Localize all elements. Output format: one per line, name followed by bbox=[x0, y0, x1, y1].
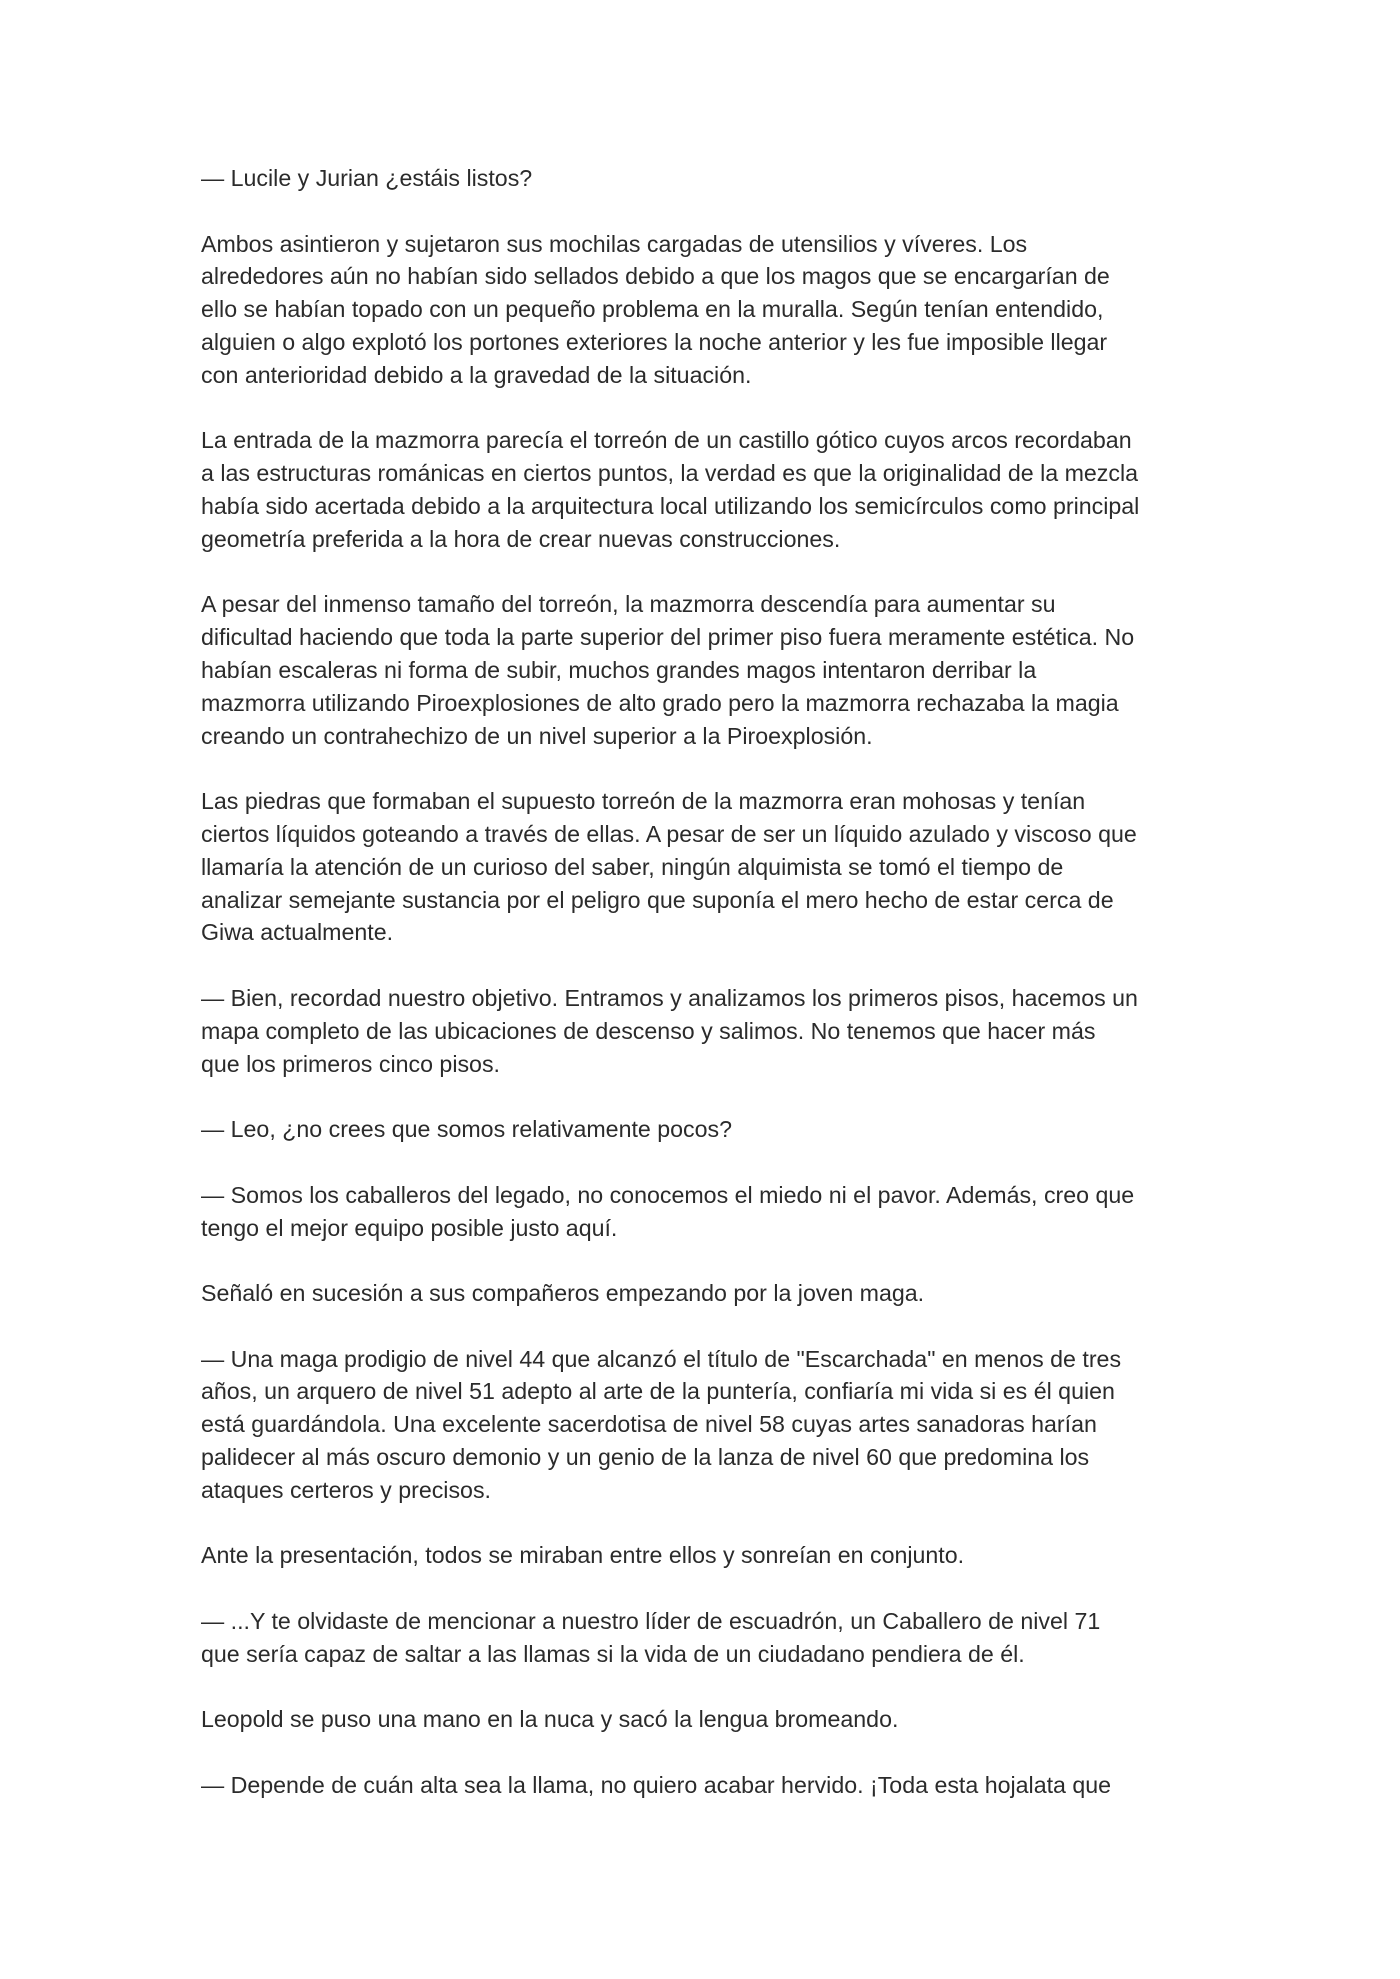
paragraph: — Bien, recordad nuestro objetivo. Entramos y analizamos los primeros pisos, hacemos un mapa completo de las ubicaciones de descenso y salimos. No tenemos que hacer más que los primeros cinco pisos. bbox=[201, 984, 1138, 1077]
paragraph: Ambos asintieron y sujetaron sus mochilas cargadas de utensilios y víveres. Los alrededores aún no habían sido sellados debido a que los magos que se encargarían de ello se habían topado con un pequeño problema en la muralla. Según tenían entendido, alguien o algo explotó los portones exteriores la noche anterior y les fue imposible llegar con anterioridad debido a la gravedad de la situación. bbox=[201, 230, 1110, 388]
paragraph: — Lucile y Jurian ¿estáis listos? bbox=[201, 165, 533, 191]
paragraph: — Leo, ¿no crees que somos relativamente pocos? bbox=[201, 1116, 733, 1143]
paragraph: A pesar del inmenso tamaño del torreón, la mazmorra descendía para aumentar su dificultad haciendo que toda la parte superior del primer piso fuera meramente estética. No habían escaleras ni forma de subir, muchos grandes magos intentaron derribar la mazmorra utilizando Piroexplosiones de alto grado pero la mazmorra rechazaba la magia creando un contrahechizo de un nivel superior a la Piroexplosión. bbox=[201, 591, 1135, 749]
paragraph: Señaló en sucesión a sus compañeros empezando por la joven maga. bbox=[201, 1280, 925, 1307]
paragraph: — Depende de cuán alta sea la llama, no quiero acabar hervido. ¡Toda esta hojalata que bbox=[201, 1772, 1112, 1799]
paragraph: Leopold se puso una mano en la nuca y sacó la lengua bromeando. bbox=[201, 1706, 899, 1733]
paragraph: Ante la presentación, todos se miraban entre ellos y sonreían en conjunto. bbox=[201, 1542, 965, 1569]
paragraph: — ...Y te olvidaste de mencionar a nuestro líder de escuadrón, un Caballero de nivel 71 que sería capaz de saltar a las llamas si la vida de un ciudadano pendiera de él. bbox=[201, 1608, 1101, 1667]
paragraph: — Una maga prodigio de nivel 44 que alcanzó el título de "Escarchada" en menos de tres años, un arquero de nivel 51 adepto al arte de la puntería, confiaría mi vida si es él quien está guardándola. Una excelente sacerdotisa de nivel 58 cuyas artes sanadoras harían palidecer al más oscuro demonio y un genio de la lanza de nivel 60 que predomina los ataques certeros y precisos. bbox=[201, 1345, 1122, 1503]
paragraph: — Somos los caballeros del legado, no conocemos el miedo ni el pavor. Además, creo que tengo el mejor equipo posible justo aquí. bbox=[201, 1181, 1135, 1241]
paragraph: La entrada de la mazmorra parecía el torreón de un castillo gótico cuyos arcos recordaban a las estructuras románicas en ciertos puntos, la verdad es que la originalidad de la mezcla había sido acertada debido a la arquitectura local utilizando los semicírculos como principal geometría preferida a la hora de crear nuevas construcciones. bbox=[201, 427, 1140, 552]
document-text-body bbox=[201, 162, 1206, 1802]
paragraph: Las piedras que formaban el supuesto torreón de la mazmorra eran mohosas y tenían ciertos líquidos goteando a través de ellas. A pesar de ser un líquido azulado y viscoso que llamaría la atención de un curioso del saber, ningún alquimista se tomó el tiempo de analizar semejante sustancia por el peligro que suponía el mero hecho de estar cerca de Giwa actualmente. bbox=[201, 788, 1137, 946]
